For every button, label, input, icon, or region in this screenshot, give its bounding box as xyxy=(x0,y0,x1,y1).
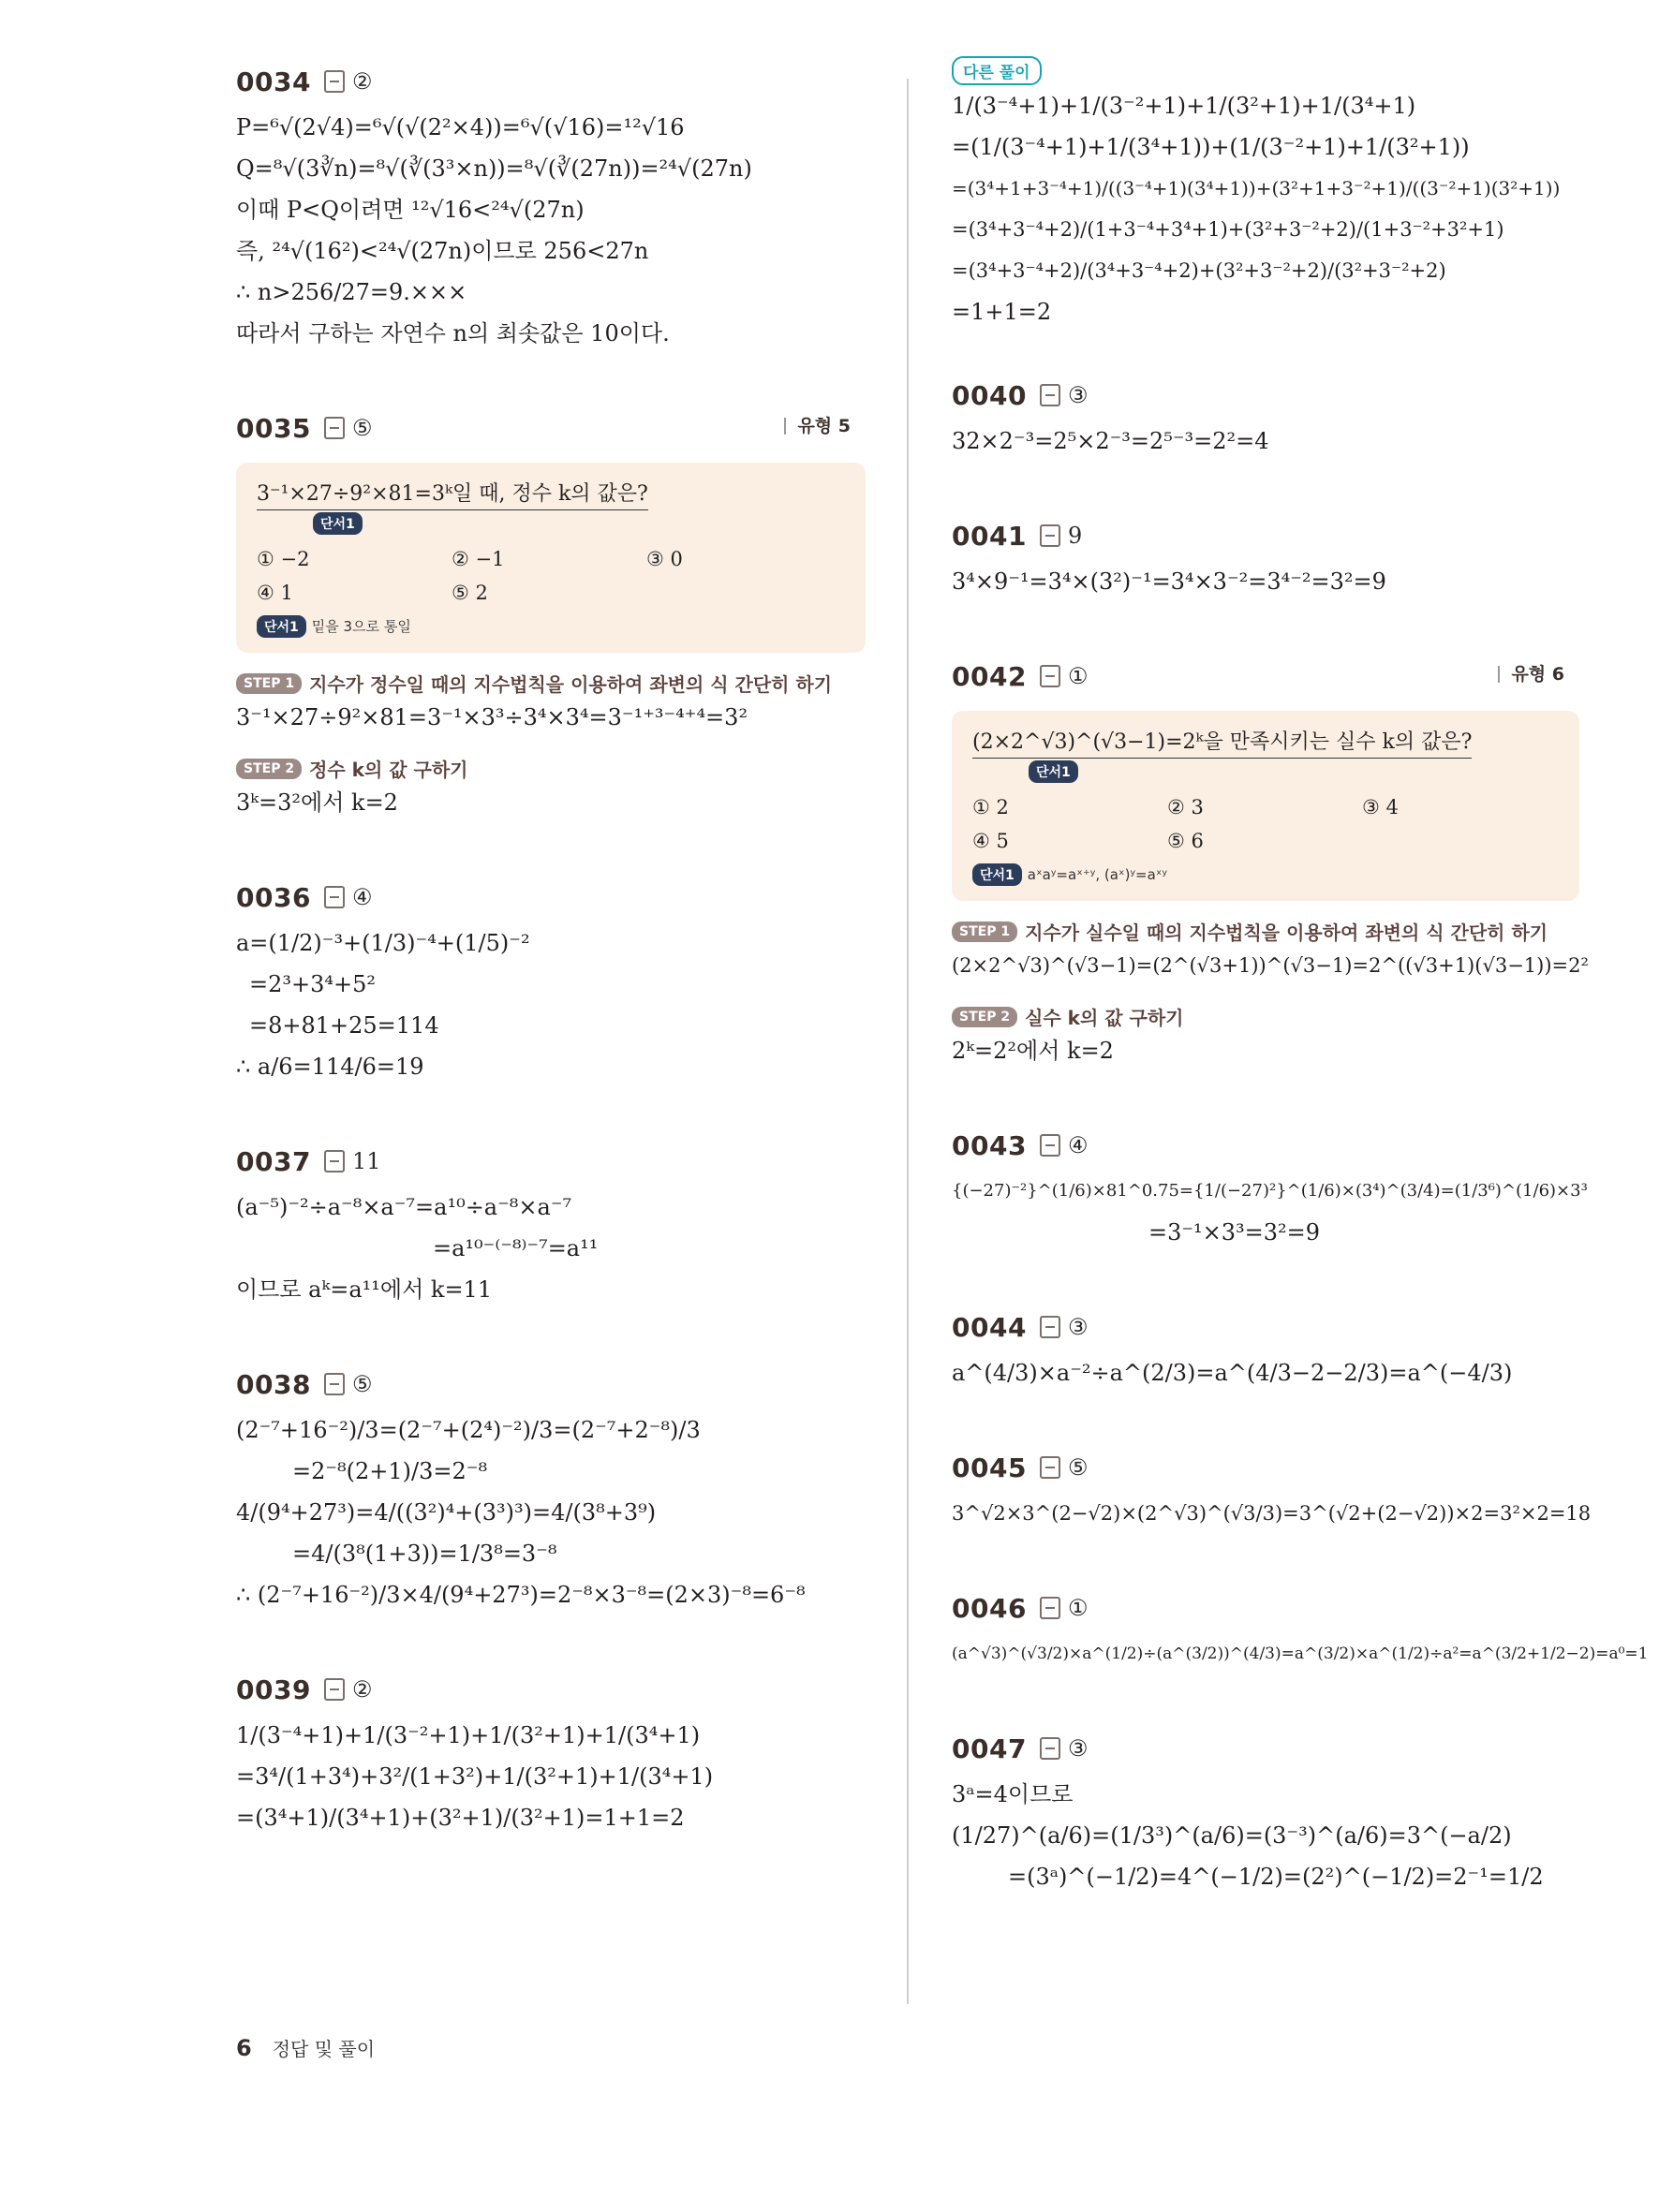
solution-line: =(3⁴+3⁻⁴+2)/(1+3⁻⁴+3⁴+1)+(3²+3⁻²+2)/(1+3⁻²+3²+1) xyxy=(952,218,1504,241)
solution-line: =2³+3⁴+5² xyxy=(249,971,376,997)
problem-number: 0036 xyxy=(236,881,311,913)
alternative-solution-label: 다른 풀이 xyxy=(952,56,1042,85)
answer-value: ④ xyxy=(1067,1132,1089,1158)
problem-number: 0043 xyxy=(952,1129,1027,1161)
problem-number: 0035 xyxy=(236,412,311,444)
type-label: 유형 6 xyxy=(1498,666,1564,683)
answer-value: ② xyxy=(351,1676,373,1703)
solution-line: 3⁴×9⁻¹=3⁴×(3²)⁻¹=3⁴×3⁻²=3⁴⁻²=3²=9 xyxy=(952,568,1386,595)
question-text: 3⁻¹×27÷9²×81=3ᵏ일 때, 정수 k의 값은? xyxy=(257,479,648,510)
answer-icon xyxy=(1040,665,1060,687)
solution-line: 2ᵏ=2²에서 k=2 xyxy=(952,1038,1114,1064)
choice-item: ⑤ 6 xyxy=(1167,830,1204,852)
choice-list xyxy=(257,542,847,610)
choice-item: ③ 4 xyxy=(1362,796,1399,818)
solution-line: =(3ᵃ)^(−1/2)=4^(−1/2)=(2²)^(−1/2)=2⁻¹=1/2 xyxy=(1008,1864,1544,1890)
problem-0041 xyxy=(952,510,1579,602)
problem-0043 xyxy=(952,1120,1588,1253)
solution-line: 4/(9⁴+27³)=4/((3²)⁴+(3³)³)=4/(3⁸+3⁹) xyxy=(236,1499,657,1526)
clue-tag: 단서1 xyxy=(1029,760,1078,783)
question-box xyxy=(236,463,866,653)
solution-line: =1+1=2 xyxy=(952,299,1052,325)
solution-line: P=⁶√(2√4)=⁶√(√(2²×4))=⁶√(√16)=¹²√16 xyxy=(236,114,685,140)
solution-line: 3^√2×3^(2−√2)×(2^√3)^(√3/3)=3^(√2+(2−√2))×2=3²×2=18 xyxy=(952,1502,1592,1525)
right-column xyxy=(952,56,1649,1946)
step-title: 정수 k의 값 구하기 xyxy=(309,759,468,781)
answer-icon xyxy=(1040,524,1060,547)
answer-icon xyxy=(1040,384,1060,406)
question-text: (2×2^√3)^(√3−1)=2ᵏ을 만족시키는 실수 k의 값은? xyxy=(972,728,1472,759)
answer-icon xyxy=(1040,1456,1060,1479)
step-title: 지수가 정수일 때의 지수법칙을 이용하여 좌변의 식 간단히 하기 xyxy=(309,673,833,696)
problem-number: 0038 xyxy=(236,1368,311,1400)
alternative-solution xyxy=(952,56,1579,332)
answer-icon xyxy=(324,70,345,93)
solution-line: 이때 P<Q이려면 ¹²√16<²⁴√(27n) xyxy=(236,197,585,223)
choice-item: ① −2 xyxy=(257,548,310,570)
choice-item: ① 2 xyxy=(972,796,1009,818)
answer-value: ③ xyxy=(1067,1314,1089,1340)
problem-0042 xyxy=(952,651,1589,1071)
problem-number: 0037 xyxy=(236,1145,311,1177)
page-number: 6 xyxy=(236,2034,252,2061)
problem-0037 xyxy=(236,1136,866,1310)
answer-icon xyxy=(324,1373,345,1395)
solution-line: =4/(3⁸(1+3))=1/3⁸=3⁻⁸ xyxy=(292,1541,557,1567)
problem-number: 0042 xyxy=(952,660,1027,692)
solution-line: {(−27)⁻²}^(1/6)×81^0.75={1/(−27)²}^(1/6)×(3⁴)^(3/4)=(1/3⁶)^(1/6)×3³ xyxy=(952,1181,1588,1201)
problem-number: 0045 xyxy=(952,1452,1027,1483)
page-footer xyxy=(236,2034,375,2061)
step-tag: STEP 2 xyxy=(236,759,302,779)
choice-item: ④ 1 xyxy=(257,582,293,604)
solution-line: 3ᵏ=3²에서 k=2 xyxy=(236,789,398,816)
solution-line: (a^√3)^(√3/2)×a^(1/2)÷(a^(3/2))^(4/3)=a^(3/2)×a^(1/2)÷a²=a^(3/2+1/2−2)=a⁰=1 xyxy=(952,1644,1649,1663)
problem-0039 xyxy=(236,1664,866,1838)
solution-line: =a¹⁰⁻⁽⁻⁸⁾⁻⁷=a¹¹ xyxy=(433,1235,599,1261)
choice-item: ④ 5 xyxy=(972,830,1009,852)
step-heading xyxy=(236,670,866,697)
clue-tag: 단서1 xyxy=(313,512,363,535)
solution-line: Q=⁸√(3∛n)=⁸√(∛(3³×n))=⁸√(∛(27n))=²⁴√(27n) xyxy=(236,155,752,182)
solution-line: 3⁻¹×27÷9²×81=3⁻¹×3³÷3⁴×3⁴=3⁻¹⁺³⁻⁴⁺⁴=3² xyxy=(236,704,748,730)
answer-icon xyxy=(1040,1737,1060,1760)
problem-0036 xyxy=(236,872,866,1087)
choice-list xyxy=(972,790,1561,858)
problem-0047 xyxy=(952,1723,1579,1897)
solution-line: 1/(3⁻⁴+1)+1/(3⁻²+1)+1/(3²+1)+1/(3⁴+1) xyxy=(236,1722,701,1748)
hint-tag: 단서1 xyxy=(972,863,1022,886)
problem-number: 0044 xyxy=(952,1311,1027,1343)
answer-value: 9 xyxy=(1067,523,1083,549)
solution-line: a=(1/2)⁻³+(1/3)⁻⁴+(1/5)⁻² xyxy=(236,930,530,956)
answer-value: ④ xyxy=(351,884,373,910)
step-title: 실수 k의 값 구하기 xyxy=(1025,1007,1184,1029)
step-heading xyxy=(236,755,866,782)
step-tag: STEP 2 xyxy=(952,1007,1017,1027)
answer-value: ③ xyxy=(1067,382,1089,408)
solution-line: 이므로 aᵏ=a¹¹에서 k=11 xyxy=(236,1276,493,1303)
solution-line: =(1/(3⁻⁴+1)+1/(3⁴+1))+(1/(3⁻²+1)+1/(3²+1)) xyxy=(952,134,1470,160)
type-label: 유형 5 xyxy=(784,418,851,435)
step-heading xyxy=(952,1003,1579,1030)
answer-icon xyxy=(324,417,345,439)
question-box xyxy=(952,711,1579,901)
solution-line: =(3⁴+1+3⁻⁴+1)/((3⁻⁴+1)(3⁴+1))+(3²+1+3⁻²+1)/((3⁻²+1)(3²+1)) xyxy=(952,177,1561,199)
footer-title: 정답 및 풀이 xyxy=(272,2038,376,2060)
answer-value: ⑤ xyxy=(351,415,373,441)
solution-line: 따라서 구하는 자연수 n의 최솟값은 10이다. xyxy=(236,320,670,347)
problem-0038 xyxy=(236,1359,866,1615)
hint-row xyxy=(972,863,1561,886)
solution-line: =8+81+25=114 xyxy=(249,1012,439,1039)
answer-icon xyxy=(324,1150,345,1172)
solution-line: =3⁻¹×3³=3²=9 xyxy=(1148,1219,1321,1246)
hint-row xyxy=(257,615,847,638)
step-heading xyxy=(952,918,1579,945)
solution-line: (1/27)^(a/6)=(1/3³)^(a/6)=(3⁻³)^(a/6)=3^(−a/2) xyxy=(952,1822,1512,1849)
solution-line: =(3⁴+3⁻⁴+2)/(3⁴+3⁻⁴+2)+(3²+3⁻²+2)/(3²+3⁻²+2) xyxy=(952,259,1446,282)
answer-value: ③ xyxy=(1067,1735,1089,1762)
answer-value: ① xyxy=(1067,663,1089,689)
hint-text: aˣaʸ=aˣ⁺ʸ, (aˣ)ʸ=aˣʸ xyxy=(1027,866,1168,883)
answer-value: ② xyxy=(351,68,373,95)
problem-0046 xyxy=(952,1583,1649,1674)
solution-line: ∴ a/6=114/6=19 xyxy=(236,1054,424,1080)
problem-number: 0040 xyxy=(952,379,1027,411)
solution-line: 1/(3⁻⁴+1)+1/(3⁻²+1)+1/(3²+1)+1/(3⁴+1) xyxy=(952,93,1416,119)
solution-line: 3ᵃ=4이므로 xyxy=(952,1781,1074,1807)
answer-value: 11 xyxy=(351,1148,381,1174)
solution-line: 즉, ²⁴√(16²)<²⁴√(27n)이므로 256<27n xyxy=(236,238,649,264)
left-column xyxy=(236,56,866,1887)
answer-value: ① xyxy=(1067,1595,1089,1621)
hint-text: 밑을 3으로 통일 xyxy=(311,618,411,635)
problem-number: 0047 xyxy=(952,1733,1027,1764)
problem-number: 0041 xyxy=(952,520,1027,552)
solution-line: =2⁻⁸(2+1)/3=2⁻⁸ xyxy=(292,1458,488,1484)
choice-item: ③ 0 xyxy=(646,548,683,570)
column-divider xyxy=(907,79,909,2004)
choice-item: ⑤ 2 xyxy=(452,582,488,604)
answer-value: ⑤ xyxy=(351,1371,373,1397)
solution-line: ∴ n>256/27=9.××× xyxy=(236,279,467,305)
problem-0045 xyxy=(952,1442,1592,1534)
solution-line: (2×2^√3)^(√3−1)=(2^(√3+1))^(√3−1)=2^((√3+1)(√3−1))=2² xyxy=(952,954,1589,977)
answer-icon xyxy=(324,886,345,908)
solution-line: =(3⁴+1)/(3⁴+1)+(3²+1)/(3²+1)=1+1=2 xyxy=(236,1805,685,1831)
problem-number: 0034 xyxy=(236,66,311,97)
choice-item: ② −1 xyxy=(452,548,505,570)
answer-value: ⑤ xyxy=(1067,1454,1089,1481)
solution-line: ∴ (2⁻⁷+16⁻²)/3×4/(9⁴+27³)=2⁻⁸×3⁻⁸=(2×3)⁻⁸=6⁻⁸ xyxy=(236,1582,806,1608)
solution-line: (2⁻⁷+16⁻²)/3=(2⁻⁷+(2⁴)⁻²)/3=(2⁻⁷+2⁻⁸)/3 xyxy=(236,1417,701,1443)
problem-number: 0046 xyxy=(952,1592,1027,1624)
answer-icon xyxy=(1040,1597,1060,1619)
step-tag: STEP 1 xyxy=(952,922,1017,942)
answer-icon xyxy=(324,1678,345,1701)
problem-0034 xyxy=(236,56,866,354)
solution-line: =3⁴/(1+3⁴)+3²/(1+3²)+1/(3²+1)+1/(3⁴+1) xyxy=(236,1763,714,1790)
step-title: 지수가 실수일 때의 지수법칙을 이용하여 좌변의 식 간단히 하기 xyxy=(1025,922,1548,944)
answer-icon xyxy=(1040,1134,1060,1157)
solution-line: (a⁻⁵)⁻²÷a⁻⁸×a⁻⁷=a¹⁰÷a⁻⁸×a⁻⁷ xyxy=(236,1194,572,1220)
hint-tag: 단서1 xyxy=(257,615,306,638)
problem-0035 xyxy=(236,403,866,823)
solution-line: a^(4/3)×a⁻²÷a^(2/3)=a^(4/3−2−2/3)=a^(−4/3) xyxy=(952,1360,1513,1386)
problem-0044 xyxy=(952,1302,1579,1394)
answer-icon xyxy=(1040,1316,1060,1338)
problem-0040 xyxy=(952,370,1579,462)
solution-line: 32×2⁻³=2⁵×2⁻³=2⁵⁻³=2²=4 xyxy=(952,428,1269,454)
problem-number: 0039 xyxy=(236,1674,311,1705)
choice-item: ② 3 xyxy=(1167,796,1204,818)
step-tag: STEP 1 xyxy=(236,673,302,694)
